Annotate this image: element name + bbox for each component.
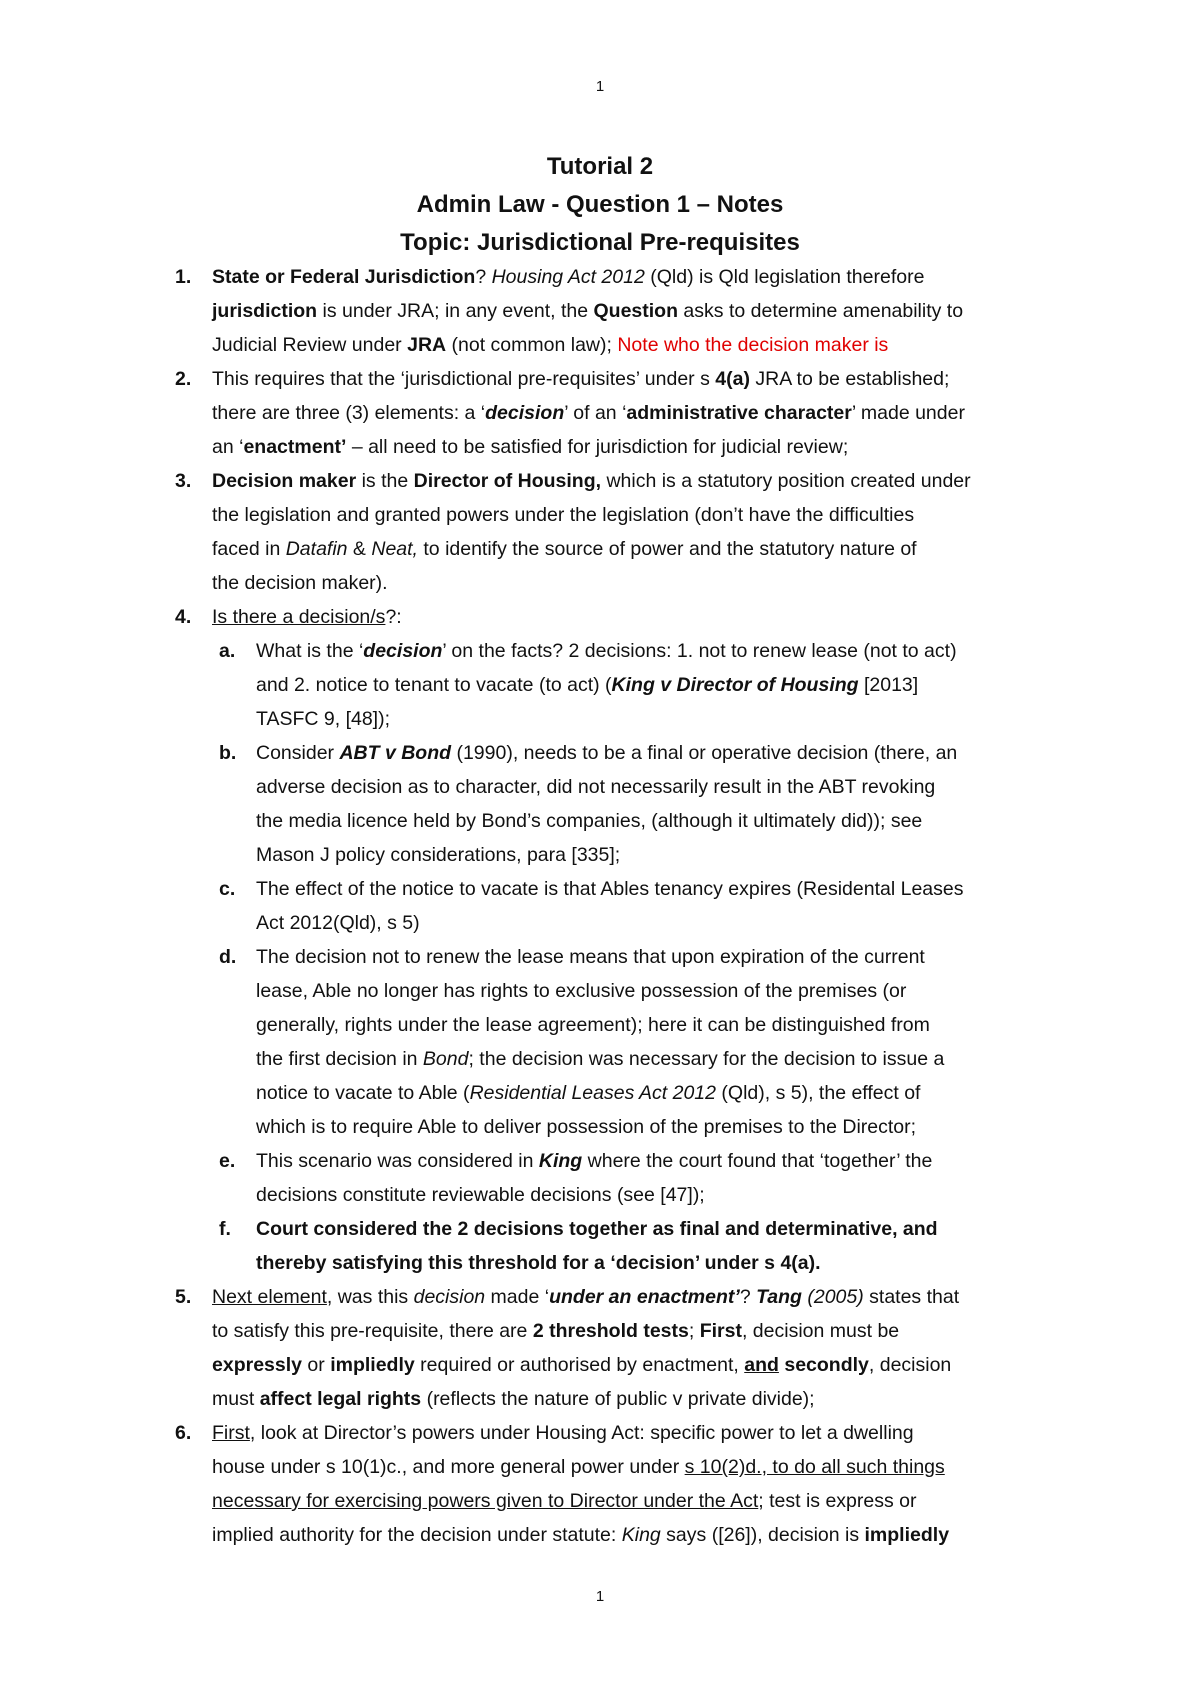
item-3-line: Decision maker is the Director of Housing, which is a statutory position created under xyxy=(212,470,971,492)
item-2-line: This requires that the ‘jurisdictional pre-requisites’ under s 4(a) JRA to be established; xyxy=(212,368,950,390)
item-3-line: the decision maker). xyxy=(212,572,388,594)
item-2-number: 2. xyxy=(175,368,192,390)
decision-maker-note: Note who the decision maker is xyxy=(617,334,889,356)
item-4b-line: the media licence held by Bond’s companies, (although it ultimately did)); see xyxy=(256,810,923,832)
item-3-line: faced in Datafin & Neat, to identify the source of power and the statutory nature of xyxy=(212,538,917,560)
item-4f-letter: f. xyxy=(219,1218,231,1240)
item-6-line: implied authority for the decision under statute: King says ([26]), decision is impliedly xyxy=(212,1524,950,1546)
item-4a-line: and 2. notice to tenant to vacate (to act) (King v Director of Housing [2013] xyxy=(256,674,919,696)
item-4d-line: which is to require Able to deliver possession of the premises to the Director; xyxy=(256,1116,917,1138)
question-title: Admin Law - Question 1 – Notes xyxy=(416,191,784,218)
item-2-line: there are three (3) elements: a ‘decision’ of an ‘administrative character’ made under xyxy=(212,402,965,424)
item-6-line: house under s 10(1)c., and more general power under s 10(2)d., to do all such things xyxy=(212,1456,945,1478)
item-4f-line: thereby satisfying this threshold for a ‘decision’ under s 4(a). xyxy=(256,1252,821,1274)
item-1-line: jurisdiction is under JRA; in any event, the Question asks to determine amenability to xyxy=(212,300,964,322)
item-5-line: Next element, was this decision made ‘under an enactment’? Tang (2005) states that xyxy=(212,1286,960,1308)
item-1-line: Judicial Review under JRA (not common law); Note who the decision maker is xyxy=(212,334,889,356)
item-2-line: an ‘enactment’ – all need to be satisfied for jurisdiction for judicial review; xyxy=(212,436,849,458)
item-6-number: 6. xyxy=(175,1422,192,1444)
item-4d-line: notice to vacate to Able (Residential Leases Act 2012 (Qld), s 5), the effect of xyxy=(256,1082,921,1104)
item-4e-line: decisions constitute reviewable decisions (see [47]); xyxy=(256,1184,705,1206)
item-4a-line: What is the ‘decision’ on the facts? 2 decisions: 1. not to renew lease (not to act) xyxy=(256,640,957,662)
document-titles xyxy=(0,148,1200,262)
item-4e-line: This scenario was considered in King where the court found that ‘together’ the xyxy=(256,1150,933,1172)
page-number-top: 1 xyxy=(595,78,605,95)
item-4d-line: lease, Able no longer has rights to exclusive possession of the premises (or xyxy=(256,980,907,1002)
item-1-number: 1. xyxy=(175,266,192,288)
item-4e-letter: e. xyxy=(219,1150,236,1172)
item-4c-line: Act 2012(Qld), s 5) xyxy=(256,912,420,934)
item-5-number: 5. xyxy=(175,1286,192,1308)
item-4d-letter: d. xyxy=(219,946,237,968)
item-4c-line: The effect of the notice to vacate is that Ables tenancy expires (Residental Leases xyxy=(256,878,964,900)
page-number-bottom: 1 xyxy=(595,1588,605,1605)
item-5-line: to satisfy this pre-requisite, there are 2 threshold tests; First, decision must be xyxy=(212,1320,900,1342)
item-4a-line: TASFC 9, [48]); xyxy=(256,708,391,730)
item-5-line: must affect legal rights (reflects the nature of public v private divide); xyxy=(212,1388,815,1410)
topic-title: Topic: Jurisdictional Pre-requisites xyxy=(400,229,800,256)
item-4b-line: Consider ABT v Bond (1990), needs to be a final or operative decision (there, an xyxy=(256,742,958,764)
item-6-line: necessary for exercising powers given to Director under the Act; test is express or xyxy=(212,1490,917,1512)
item-4b-line: adverse decision as to character, did not necessarily result in the ABT revoking xyxy=(256,776,936,798)
item-3-number: 3. xyxy=(175,470,192,492)
item-1-line: State or Federal Jurisdiction? Housing Act 2012 (Qld) is Qld legislation therefore xyxy=(212,266,925,288)
item-4c-letter: c. xyxy=(219,878,236,900)
item-4d-line: The decision not to renew the lease means that upon expiration of the current xyxy=(256,946,925,968)
item-4b-line: Mason J policy considerations, para [335]; xyxy=(256,844,621,866)
item-5-line: expressly or impliedly required or authorised by enactment, and secondly, decision xyxy=(212,1354,952,1376)
item-4-line: Is there a decision/s?: xyxy=(212,606,402,628)
item-4d-line: the first decision in Bond; the decision was necessary for the decision to issue a xyxy=(256,1048,945,1070)
item-4a-letter: a. xyxy=(219,640,236,662)
item-3-line: the legislation and granted powers under the legislation (don’t have the difficulties xyxy=(212,504,915,526)
tutorial-title: Tutorial 2 xyxy=(546,153,654,180)
item-4f-line: Court considered the 2 decisions together as final and determinative, and xyxy=(256,1218,938,1240)
item-4d-line: generally, rights under the lease agreement); here it can be distinguished from xyxy=(256,1014,930,1036)
item-4b-letter: b. xyxy=(219,742,237,764)
item-4-number: 4. xyxy=(175,606,192,628)
item-6-line: First, look at Director’s powers under Housing Act: specific power to let a dwelling xyxy=(212,1422,914,1444)
